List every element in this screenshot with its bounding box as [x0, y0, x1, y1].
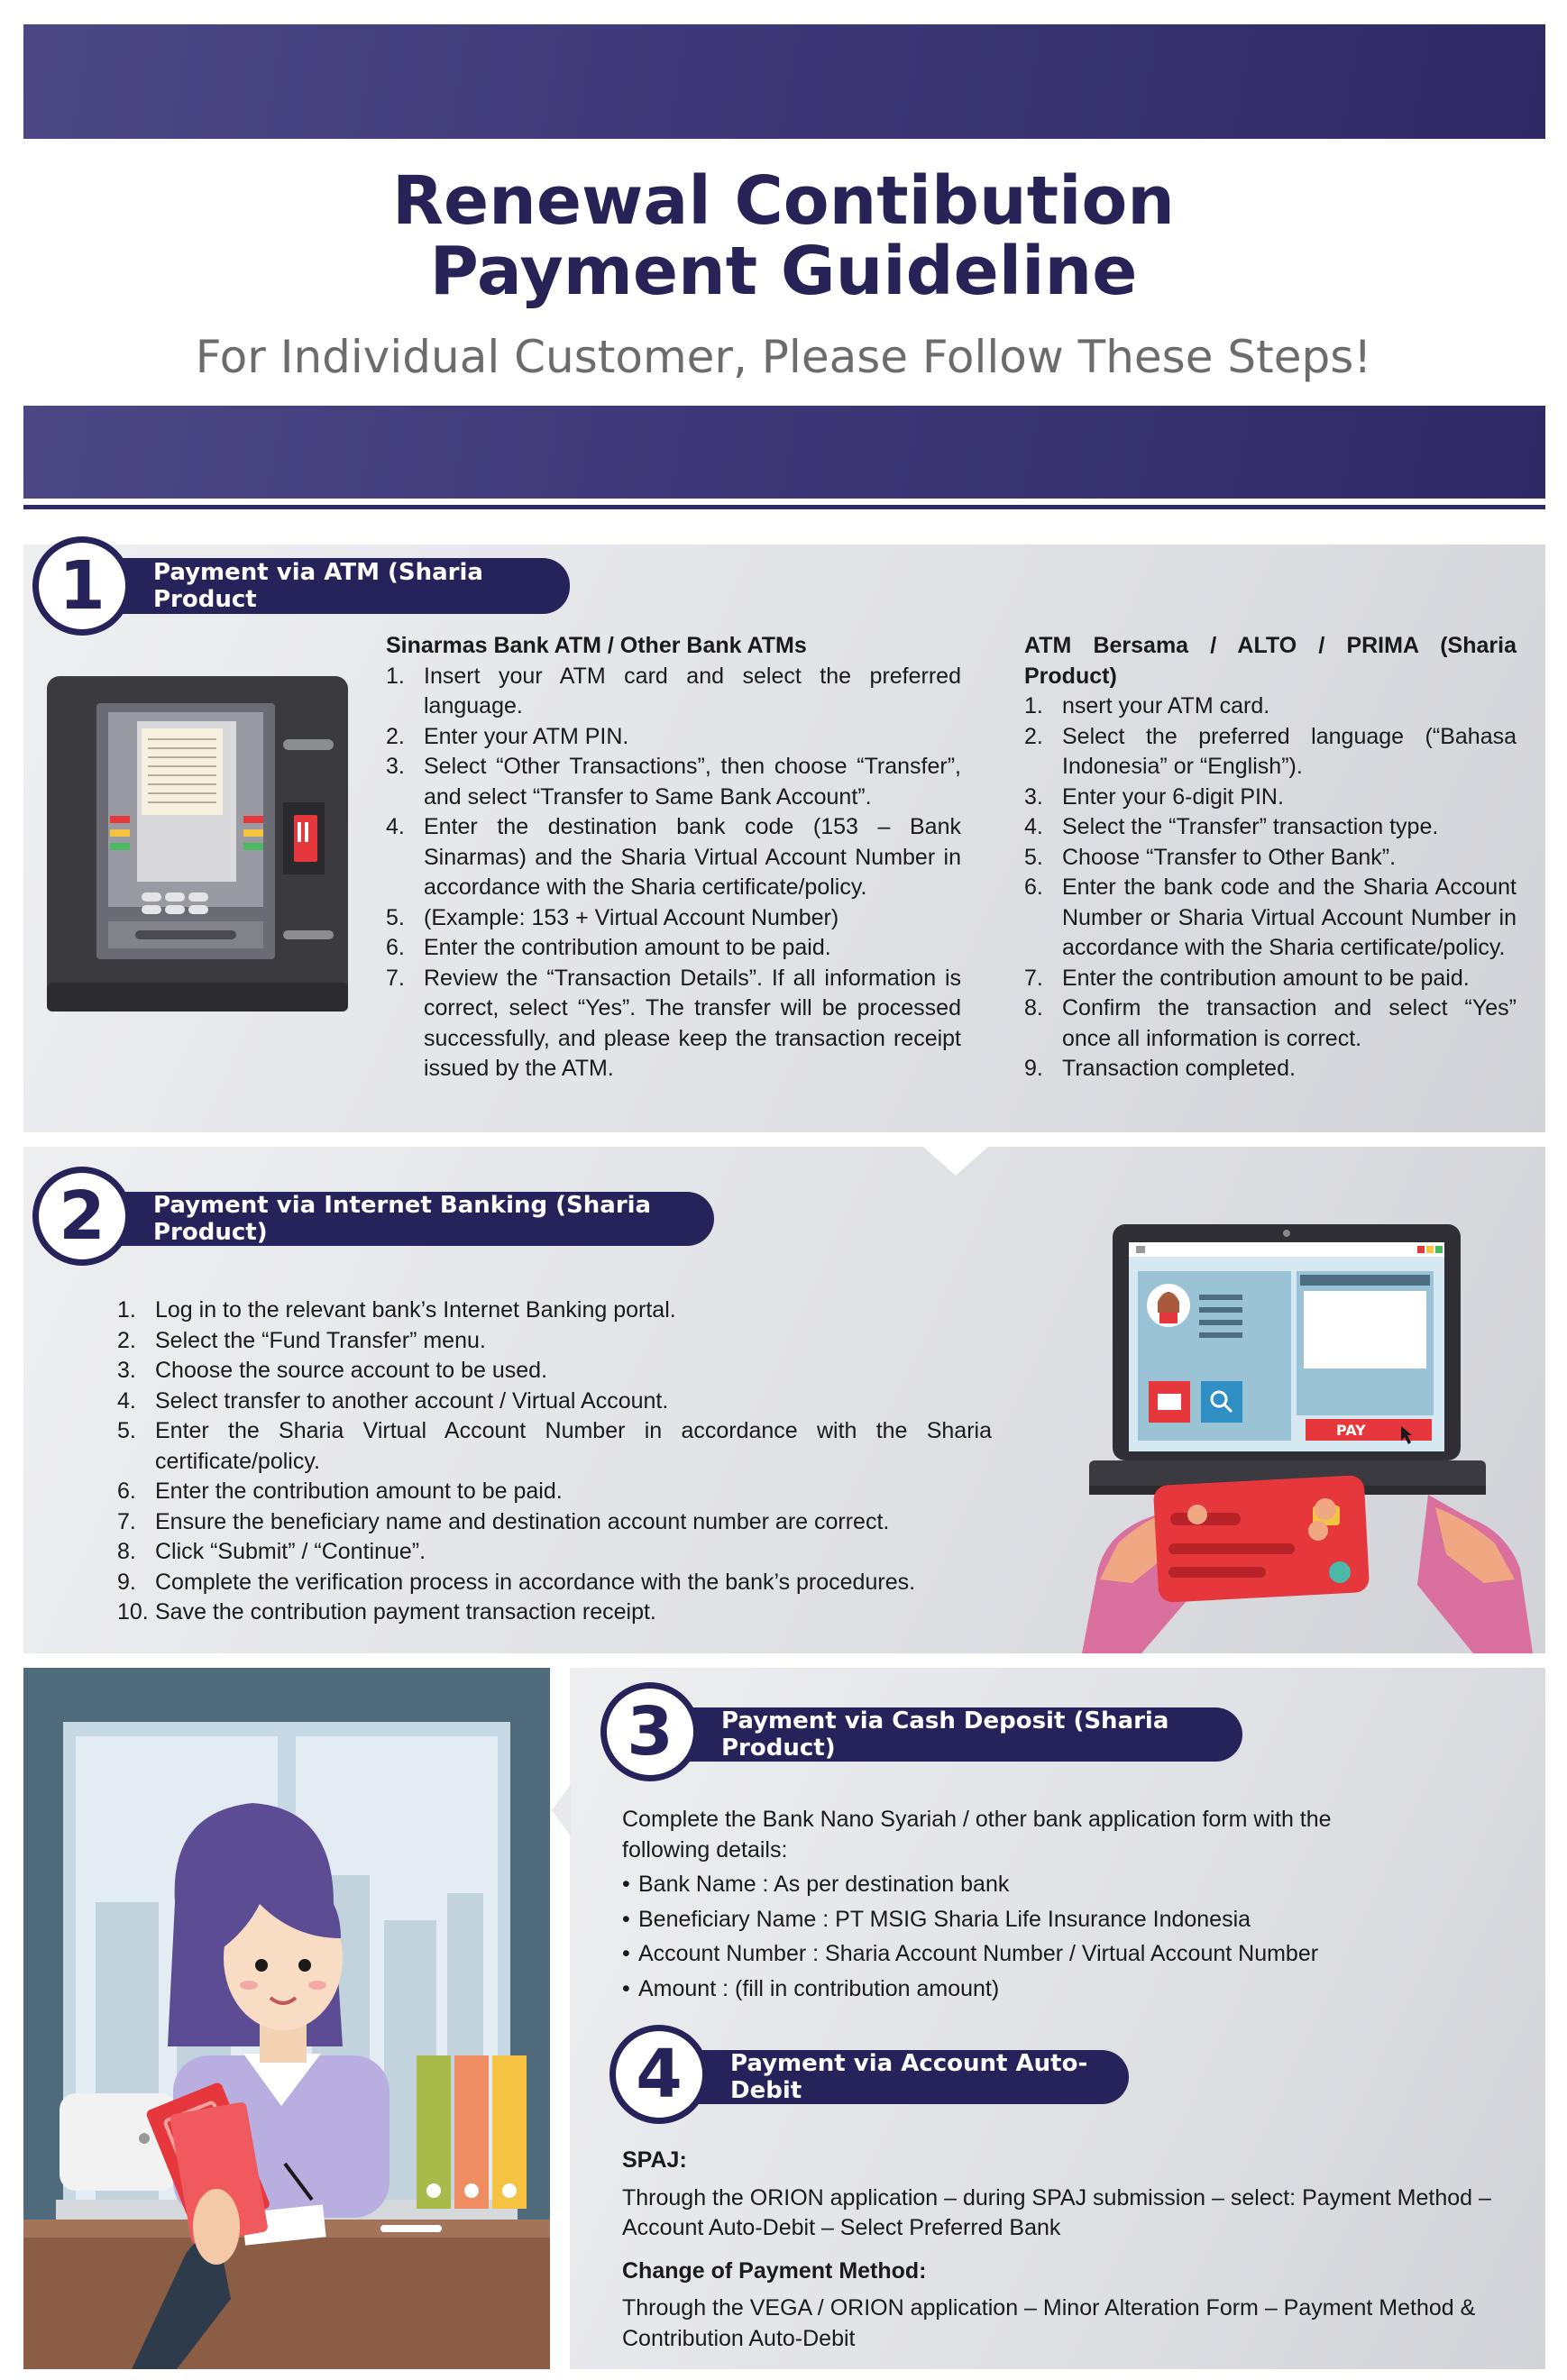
section1-label: Payment via ATM (Sharia Product: [81, 558, 570, 614]
list-item: 4. Enter the destination bank code (153 – Bank Sinarmas) and the Sharia Virtual Account Number in accordance with the Sharia certificate/policy.: [386, 814, 961, 900]
list-item: 4. Select transfer to another account / Virtual Account.: [117, 1387, 669, 1414]
list-item: 5. Choose “Transfer to Other Bank”.: [1024, 844, 1397, 870]
page-title-line2: Payment Guideline: [429, 233, 1138, 310]
office-illustration: [23, 1668, 550, 2369]
list-item: 1. Log in to the relevant bank’s Internet Banking portal.: [117, 1297, 676, 1323]
laptop-card-icon: [1082, 1219, 1533, 1653]
list-item: • Account Number : Sharia Account Number / Virtual Account Number: [622, 1939, 1416, 1970]
spaj-text: Through the ORION application – during SPAJ submission – select: Payment Method – Account Auto-Debit – Select Preferred Bank: [622, 2184, 1491, 2240]
page-title-line1: Renewal Contibution: [392, 162, 1175, 240]
bottom-banner: [23, 406, 1545, 499]
header-divider: [23, 505, 1545, 509]
list-item: 3. Enter your 6-digit PIN.: [1024, 783, 1284, 810]
section3-body: [622, 1805, 1416, 2004]
section2-notch-icon: [923, 1147, 988, 1176]
section1-left-heading: Sinarmas Bank ATM / Other Bank ATMs: [386, 633, 807, 658]
section3-number: 3: [600, 1682, 700, 1781]
section1-left-column: [386, 631, 961, 1085]
list-item: • Amount : (fill in contribution amount): [622, 1974, 1416, 2005]
list-item: 7. Enter the contribution amount to be paid.: [1024, 965, 1470, 991]
section1-right-heading: ATM Bersama / ALTO / PRIMA (Sharia Product): [1024, 633, 1517, 689]
list-item: 1. Insert your ATM card and select the preferred language.: [386, 663, 961, 719]
list-item: 7. Ensure the beneficiary name and destination account number are correct.: [117, 1508, 890, 1534]
section1-right-column: [1024, 631, 1517, 1085]
list-item: 6. Enter the bank code and the Sharia Account Number or Sharia Virtual Account Number in accordance with the Sharia certificate/policy.: [1024, 874, 1517, 960]
list-item: 9. Transaction completed.: [1024, 1056, 1296, 1081]
atm-machine-icon: [47, 676, 348, 1012]
spaj-heading: SPAJ:: [622, 2147, 687, 2173]
section3-pointer-icon: [552, 1783, 572, 1837]
list-item: 8. Click “Submit” / “Continue”.: [117, 1539, 426, 1564]
list-item: • Beneficiary Name : PT MSIG Sharia Life Insurance Indonesia: [622, 1905, 1416, 1936]
section1-left-steps: [386, 662, 961, 1085]
list-item: 4. Select the “Transfer” transaction type.: [1024, 814, 1439, 839]
teller-woman-icon: [23, 1668, 550, 2369]
section3-bullets: [622, 1870, 1416, 2004]
page-subtitle: For Individual Customer, Please Follow These Steps!: [195, 331, 1372, 383]
list-item: 7. Review the “Transaction Details”. If all information is correct, select “Yes”. The transfer will be processed successfully, and please keep the transaction receipt issued by the ATM.: [386, 965, 961, 1081]
list-item: 9. Complete the verification process in accordance with the bank’s procedures.: [117, 1569, 916, 1595]
list-item: 3. Choose the source account to be used.: [117, 1358, 548, 1383]
section3-intro: Complete the Bank Nano Syariah / other bank application form with the following details:: [622, 1807, 1332, 1863]
pay-button-label: PAY: [1336, 1422, 1366, 1439]
laptop-payment-illustration: [1082, 1219, 1533, 1653]
list-item: 2. Select the “Fund Transfer” menu.: [117, 1327, 486, 1353]
section4-label: Payment via Account Auto-Debit: [658, 2050, 1129, 2104]
section2-number: 2: [32, 1167, 132, 1266]
list-item: 5. (Example: 153 + Virtual Account Number): [386, 904, 839, 930]
list-item: 2. Select the preferred language (“Bahasa Indonesia” or “English”).: [1024, 723, 1517, 779]
top-banner: [23, 24, 1545, 139]
section3-label: Payment via Cash Deposit (Sharia Product): [649, 1707, 1242, 1762]
section1-right-steps: [1024, 691, 1517, 1085]
section4-body: [622, 2146, 1527, 2354]
change-method-heading: Change of Payment Method:: [622, 2257, 927, 2284]
list-item: 8. Confirm the transaction and select “Yes” once all information is correct.: [1024, 995, 1517, 1051]
list-item: 1. nsert your ATM card.: [1024, 693, 1270, 719]
list-item: • Bank Name : As per destination bank: [622, 1870, 1416, 1900]
section1-number: 1: [32, 536, 132, 636]
list-item: 5. Enter the Sharia Virtual Account Number in accordance with the Sharia certificate/policy.: [117, 1418, 992, 1474]
atm-illustration: [47, 676, 348, 1012]
list-item: 6. Enter the contribution amount to be paid.: [117, 1478, 563, 1504]
list-item: 2. Enter your ATM PIN.: [386, 723, 629, 749]
section2-steps: [117, 1295, 992, 1628]
section4-number: 4: [609, 2025, 709, 2124]
list-item: 10. Save the contribution payment transaction receipt.: [117, 1599, 656, 1625]
list-item: 6. Enter the contribution amount to be paid.: [386, 935, 831, 960]
list-item: 3. Select “Other Transactions”, then choose “Transfer”, and select “Transfer to Same Bank Account”.: [386, 754, 961, 810]
section2-label: Payment via Internet Banking (Sharia Product): [81, 1192, 714, 1246]
change-method-text: Through the VEGA / ORION application – Minor Alteration Form – Payment Method & Contribution Auto-Debit: [622, 2295, 1476, 2351]
section2-steps-column: [117, 1295, 992, 1628]
